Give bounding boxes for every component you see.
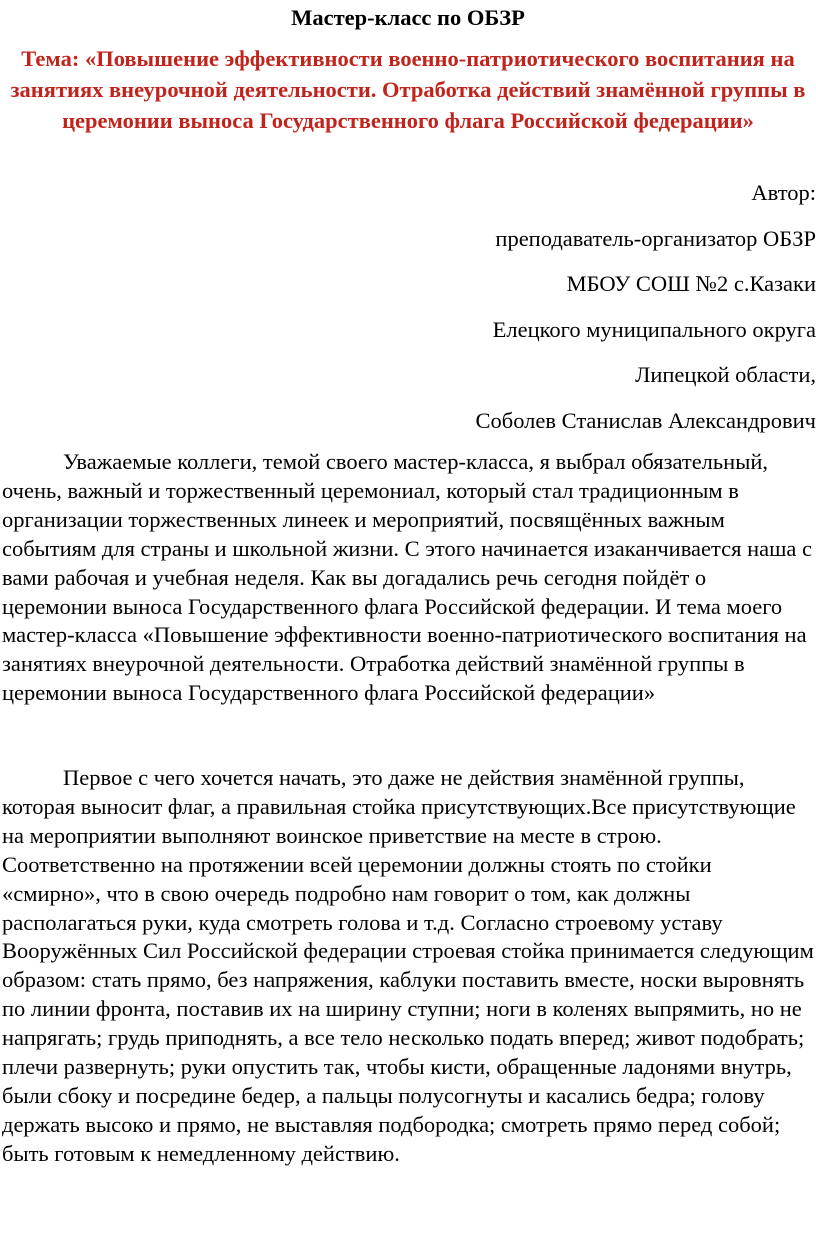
author-school: МБОУ СОШ №2 с.Казаки [566, 271, 816, 296]
body-paragraph: Первое с чего хочется начать, это даже не действия знамённой группы, которая выносит флаг, а правильная стойка присутствующих.Все присутствующие на мероприятии выполняют воинское приветствие на месте в строю. Соответственно на протяжении всей церемонии должны стоять по стойки «смирно», что в свою очередь подробно нам говорит о том, как должны располагаться руки, куда смотреть голова и т.д. Согласно строевому уставу Вооружённых Сил Российской федерации строевая стойка принимается следующим образом: стать прямо, без напряжения, каблуки поставить вместе, носки выровнять по линии фронта, поставив их на ширину ступни; ноги в коленях выпрямить, но не напрягать; грудь приподнять, а все тело несколько подать вперед; живот подобрать; плечи развернуть; руки опустить так, чтобы кисти, обращенные ладонями внутрь, были сбоку и посредине бедер, а пальцы полусогнуты и касались бедра; голову держать высоко и прямо, не выставляя подбородка; смотреть прямо перед собой; быть готовым к немедленному действию. [2, 765, 814, 1166]
body-paragraph: Уважаемые коллеги, темой своего мастер-класса, я выбрал обязательный, очень, важный и торжественный церемониал, который стал традиционным в организации торжественных линеек и мероприятий, посвящённых важным событиям для страны и школьной жизни. С этого начинается изаканчивается наша с вами рабочая и учебная неделя. Как вы догадались речь сегодня пойдёт о церемонии выноса Государственного флага Российской федерации. И тема моего мастер-класса «Повышение эффективности военно-патриотического воспитания на занятиях внеурочной деятельности. Отработка действий знамённой группы в церемонии выноса Государственного флага Российской федерации» [2, 449, 813, 706]
author-district: Елецкого муниципального округа [492, 316, 816, 342]
document-title: Мастер-класс по ОБЗР [291, 5, 525, 30]
author-label: Автор: [751, 180, 816, 205]
author-region: Липецкой области, [635, 362, 816, 387]
author-name: Соболев Станислав Александрович [475, 407, 816, 433]
author-block [256, 178, 816, 451]
author-position: преподаватель-организатор ОБЗР [495, 225, 816, 251]
topic-heading: Тема: «Повышение эффективности военно-патриотического воспитания на занятиях внеурочной деятельности. Отработка действий знамённой группы в церемонии выноса Государственного флага Российской федерации» [10, 46, 806, 133]
